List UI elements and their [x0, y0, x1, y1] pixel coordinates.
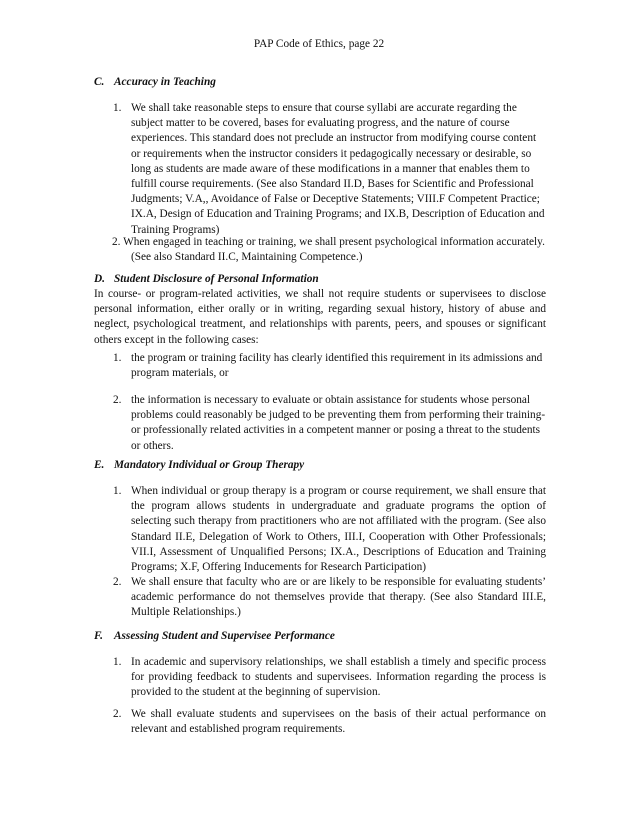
item-text: We shall evaluate students and supervisees on the basis of their actual performance on relevant and established program requirements.: [131, 708, 546, 736]
section-e-item-2: [94, 575, 546, 621]
section-c-item-1: [94, 101, 546, 238]
item-number: 2.: [113, 394, 122, 406]
intro-paragraph: In course- or program-related activities, we shall not require students or supervisees to disclose personal information, either orally or in writing, regarding sexual history, history of abuse and neglect, psychological treatment, and relationships with parents, peers, and spouses or significant others except in the following cases:: [94, 288, 546, 346]
section-title: Student Disclosure of Personal Information: [114, 273, 319, 285]
item-text: In academic and supervisory relationships, we shall establish a timely and specific process for providing feedback to students and supervisees. Information regarding the process is provided to the student at the beginning of supervision.: [131, 656, 546, 699]
item-number: 1.: [113, 485, 122, 497]
section-c-heading: [94, 75, 546, 90]
item-text: We shall ensure that faculty who are or are likely to be responsible for evaluating students’ academic performance do not themselves provide that therapy. (See also Standard III.E, Multiple Relationships.): [131, 576, 546, 619]
section-letter: F.: [94, 630, 103, 642]
section-f-heading: [94, 629, 546, 644]
item-number: 2.: [113, 708, 122, 720]
section-e-item-1: [94, 484, 546, 575]
item-text: When individual or group therapy is a program or course requirement, we shall ensure that the program allows students in undergraduate and graduate programs the option of selecting such therapy from practitioners who are not affiliated with the program. (See also Standard II.E, Delegation of Work to Others, III.I, Cooperation with Other Professionals; VII.I, Assessment of Unqualified Persons; IX.A., Descriptions of Education and Training Programs; X.F, Offering Inducements for Research Participation): [131, 485, 546, 574]
section-f-item-1: [94, 655, 546, 701]
item-number: 2.: [113, 576, 122, 588]
section-d-intro: [94, 287, 546, 348]
item-text: the program or training facility has clearly identified this requirement in its admissions and program materials, or: [131, 352, 543, 380]
section-title: Mandatory Individual or Group Therapy: [114, 459, 305, 471]
item-text: the information is necessary to evaluate or obtain assistance for students whose personal problems could reasonably be judged to be preventing them from performing their training- or professionally related activities in a competent manner or posing a threat to the students or others.: [131, 394, 546, 452]
section-title: Accuracy in Teaching: [114, 76, 216, 88]
section-letter: D.: [94, 273, 105, 285]
section-e-heading: [94, 458, 546, 473]
item-text: We shall take reasonable steps to ensure that course syllabi are accurate regarding the subject matter to be covered, bases for evaluating progress, and the nature of course experiences. This standard does not preclude an instructor from modifying course content or requirements when the instructor considers it pedagogically necessary or desirable, so long as students are made aware of these modifications in a manner that enables them to fulfill course requirements. (See also Standard II.D, Bases for Scientific and Professional Judgments; V.A,, Avoidance of False or Deceptive Statements; VIII.F Competent Practice; IX.A, Design of Education and Training Programs; and IX.B, Description of Education and Training Programs): [131, 102, 545, 236]
item-number: 1.: [113, 352, 122, 364]
item-text: When engaged in teaching or training, we shall present psychological information accurately. (See also Standard II.C, Maintaining Competence.): [123, 236, 545, 264]
section-letter: C.: [94, 76, 105, 88]
section-f-item-2: [94, 707, 546, 737]
item-number: 2.: [112, 236, 121, 248]
section-title: Assessing Student and Supervisee Performance: [114, 630, 335, 642]
item-number: 1.: [113, 656, 122, 668]
section-c-item-2: [94, 235, 546, 265]
item-number: 1.: [113, 102, 122, 114]
section-letter: E.: [94, 459, 105, 471]
section-d-item-1: [94, 351, 546, 381]
page-header: PAP Code of Ethics, page 22: [253, 38, 385, 50]
section-d-heading: [94, 272, 546, 287]
section-d-item-2: [94, 393, 546, 454]
